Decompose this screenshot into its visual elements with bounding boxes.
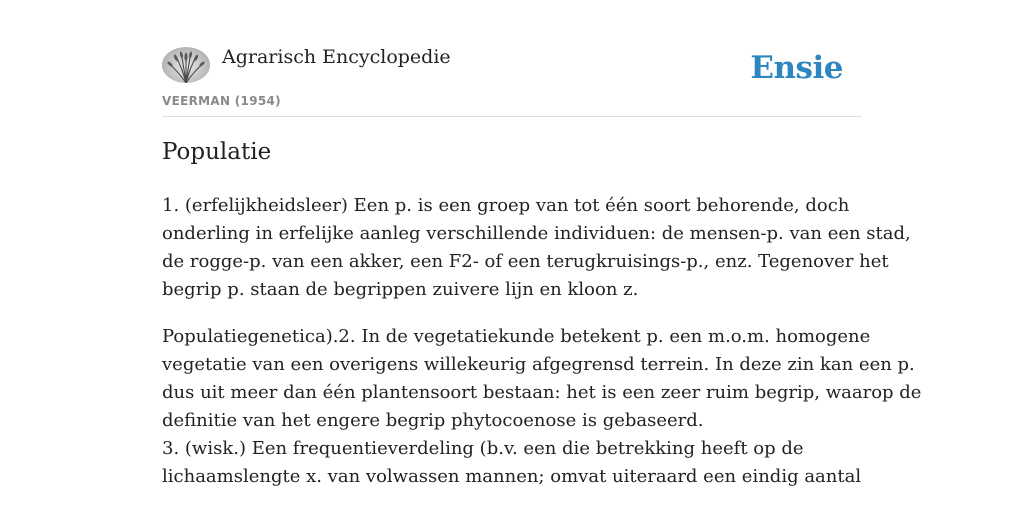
text-line: 1. (erfelijkheidsleer) Een p. is een groep van tot één soort behorende, doch	[162, 195, 850, 216]
text-line: definitie van het engere begrip phytocoenose is gebaseerd.	[162, 410, 704, 431]
header	[162, 40, 862, 117]
source-title[interactable]: Agrarisch Encyclopedie	[222, 46, 451, 68]
text-line: de rogge-p. van een akker, een F2- of een terugkruisings-p., enz. Tegenover het	[162, 251, 889, 272]
paragraph-1	[162, 192, 911, 304]
text-line: begrip p. staan de begrippen zuivere lijn en kloon z.	[162, 279, 639, 300]
text-line: Populatiegenetica).2. In de vegetatiekunde betekent p. een m.o.m. homogene	[162, 326, 871, 347]
wheat-ears-icon[interactable]	[162, 47, 210, 83]
text-line: lichaamslengte x. van volwassen mannen; omvat uiteraard een eindig aantal	[162, 466, 862, 487]
text-line: vegetatie van een overigens willekeurig afgegrensd terrein. In deze zin kan een p.	[162, 354, 915, 375]
article-body	[162, 192, 922, 510]
brand-logo[interactable]: Ensie	[750, 50, 843, 86]
text-line: dus uit meer dan één plantensoort bestaan: het is een zeer ruim begrip, waarop de	[162, 382, 922, 403]
text-line: onderling in erfelijke aanleg verschillende individuen: de mensen-p. van een stad,	[162, 223, 911, 244]
article-title: Populatie	[162, 139, 272, 165]
paragraph-2	[162, 323, 922, 491]
source-author-year: VEERMAN (1954)	[162, 94, 281, 108]
text-line: 3. (wisk.) Een frequentieverdeling (b.v. een die betrekking heeft op de	[162, 438, 804, 459]
